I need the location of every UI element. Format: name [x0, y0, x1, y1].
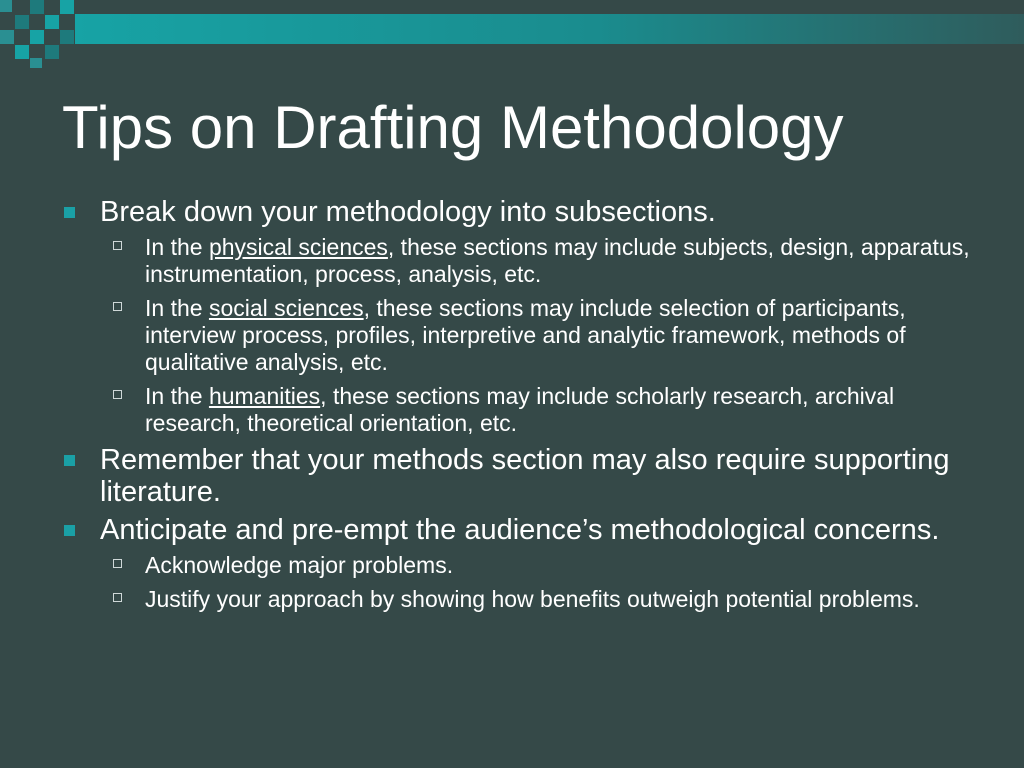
- hollow-square-bullet-icon: [113, 559, 122, 568]
- hollow-square-bullet-icon: [113, 390, 122, 399]
- sub-bullet-item: [60, 586, 980, 613]
- sub-bullet-prefix: In the: [145, 295, 209, 321]
- bullet-text: Remember that your methods section may also require supporting literature.: [100, 444, 950, 508]
- sub-bullet-text: Acknowledge major problems.: [145, 552, 454, 578]
- sub-bullet-link[interactable]: physical sciences: [208, 234, 388, 260]
- bullet-item: [60, 196, 980, 228]
- hollow-square-bullet-icon: [113, 241, 122, 250]
- sub-bullet-suffix: , these sections may include scholarly research, archival research, theoretical orientation, etc.: [145, 383, 895, 436]
- deco-square: [60, 0, 74, 14]
- bullet-item: [60, 514, 980, 546]
- slide-content: [60, 196, 980, 620]
- header-decoration: [0, 0, 1024, 70]
- sub-bullet-prefix: In the: [145, 234, 209, 260]
- sub-bullet-item: [60, 552, 980, 579]
- deco-square: [60, 30, 74, 44]
- sub-bullet-link[interactable]: social sciences: [208, 295, 364, 321]
- bullet-item: [60, 444, 980, 508]
- deco-square: [15, 45, 29, 59]
- deco-square: [45, 45, 59, 59]
- bullet-text: Break down your methodology into subsections.: [100, 196, 716, 228]
- deco-square: [15, 15, 29, 29]
- square-bullet-icon: [64, 455, 75, 466]
- sub-bullet-item: [60, 383, 980, 437]
- deco-square: [30, 58, 42, 68]
- deco-square: [0, 0, 12, 12]
- header-band: [75, 14, 1024, 44]
- sub-bullet-suffix: , these sections may include selection of participants, interview process, profiles, interpretive and analytic framework, methods of qualitative analysis, etc.: [145, 295, 906, 375]
- sub-bullet-item: [60, 295, 980, 376]
- sub-bullet-item: [60, 234, 980, 288]
- hollow-square-bullet-icon: [113, 302, 122, 311]
- sub-bullet-text: Justify your approach by showing how benefits outweigh potential problems.: [145, 586, 920, 612]
- deco-square: [0, 30, 14, 44]
- sub-bullet-link[interactable]: humanities: [208, 383, 321, 409]
- slide-title: Tips on Drafting Methodology: [62, 94, 844, 161]
- sub-bullet-prefix: In the: [145, 383, 209, 409]
- hollow-square-bullet-icon: [113, 593, 122, 602]
- square-bullet-icon: [64, 525, 75, 536]
- sub-bullet-suffix: , these sections may include subjects, design, apparatus, instrumentation, process, analysis, etc.: [145, 234, 970, 287]
- square-bullet-icon: [64, 207, 75, 218]
- deco-square: [45, 15, 59, 29]
- deco-square: [30, 30, 44, 44]
- bullet-text: Anticipate and pre-empt the audience’s methodological concerns.: [100, 514, 940, 546]
- deco-square: [30, 0, 44, 14]
